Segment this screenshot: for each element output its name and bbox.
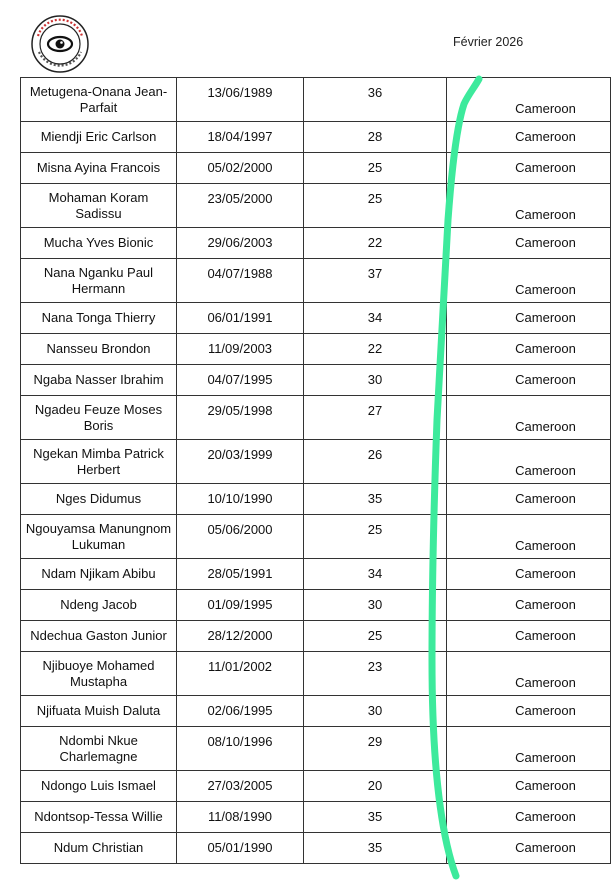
name-cell: Ndongo Luis Ismael — [21, 771, 177, 802]
dob-cell: 10/10/1990 — [177, 484, 304, 515]
age-cell: 23 — [304, 652, 447, 696]
country-cell: Cameroon — [447, 727, 611, 771]
table-row — [21, 153, 611, 184]
country-cell: Cameroon — [447, 122, 611, 153]
table-row — [21, 122, 611, 153]
dob-cell: 11/01/2002 — [177, 652, 304, 696]
name-cell: Mucha Yves Bionic — [21, 228, 177, 259]
dob-cell: 05/01/1990 — [177, 833, 304, 864]
table-row — [21, 621, 611, 652]
dob-cell: 28/05/1991 — [177, 559, 304, 590]
name-cell: Njibuoye Mohamed Mustapha — [21, 652, 177, 696]
dob-cell: 02/06/1995 — [177, 696, 304, 727]
age-cell: 26 — [304, 440, 447, 484]
country-cell: Cameroon — [447, 590, 611, 621]
country-cell: Cameroon — [447, 365, 611, 396]
age-cell: 34 — [304, 303, 447, 334]
table-row — [21, 727, 611, 771]
country-cell: Cameroon — [447, 78, 611, 122]
dob-cell: 05/02/2000 — [177, 153, 304, 184]
age-cell: 30 — [304, 696, 447, 727]
country-cell: Cameroon — [447, 833, 611, 864]
eye-seal-icon — [30, 14, 90, 74]
age-cell: 22 — [304, 334, 447, 365]
dob-cell: 08/10/1996 — [177, 727, 304, 771]
table-row — [21, 771, 611, 802]
table-body — [21, 78, 611, 864]
age-cell: 37 — [304, 259, 447, 303]
country-cell: Cameroon — [447, 440, 611, 484]
table-row — [21, 802, 611, 833]
table-row — [21, 78, 611, 122]
name-cell: Nana Nganku Paul Hermann — [21, 259, 177, 303]
age-cell: 22 — [304, 228, 447, 259]
dob-cell: 04/07/1988 — [177, 259, 304, 303]
name-cell: Ndontsop-Tessa Willie — [21, 802, 177, 833]
age-cell: 35 — [304, 802, 447, 833]
name-cell: Ngekan Mimba Patrick Herbert — [21, 440, 177, 484]
country-cell: Cameroon — [447, 771, 611, 802]
dob-cell: 04/07/1995 — [177, 365, 304, 396]
country-cell: Cameroon — [447, 184, 611, 228]
name-cell: Nana Tonga Thierry — [21, 303, 177, 334]
country-cell: Cameroon — [447, 303, 611, 334]
dob-cell: 11/08/1990 — [177, 802, 304, 833]
age-cell: 34 — [304, 559, 447, 590]
dob-cell: 29/05/1998 — [177, 396, 304, 440]
table-row — [21, 590, 611, 621]
name-cell: Njifuata Muish Daluta — [21, 696, 177, 727]
country-cell: Cameroon — [447, 652, 611, 696]
country-cell: Cameroon — [447, 802, 611, 833]
age-cell: 20 — [304, 771, 447, 802]
dob-cell: 11/09/2003 — [177, 334, 304, 365]
dob-cell: 27/03/2005 — [177, 771, 304, 802]
dob-cell: 06/01/1991 — [177, 303, 304, 334]
dob-cell: 20/03/1999 — [177, 440, 304, 484]
name-cell: Ndechua Gaston Junior — [21, 621, 177, 652]
dob-cell: 13/06/1989 — [177, 78, 304, 122]
country-cell: Cameroon — [447, 228, 611, 259]
dob-cell: 28/12/2000 — [177, 621, 304, 652]
country-cell: Cameroon — [447, 515, 611, 559]
name-cell: Nges Didumus — [21, 484, 177, 515]
table-row — [21, 228, 611, 259]
table-row — [21, 184, 611, 228]
dob-cell: 18/04/1997 — [177, 122, 304, 153]
header-date: Février 2026 — [453, 35, 524, 49]
table-row — [21, 365, 611, 396]
age-cell: 25 — [304, 515, 447, 559]
table-row — [21, 396, 611, 440]
country-cell: Cameroon — [447, 621, 611, 652]
country-cell: Cameroon — [447, 259, 611, 303]
name-cell: Metugena-Onana Jean-Parfait — [21, 78, 177, 122]
table-row — [21, 515, 611, 559]
name-cell: Miendji Eric Carlson — [21, 122, 177, 153]
table-row — [21, 559, 611, 590]
age-cell: 25 — [304, 621, 447, 652]
table-row — [21, 440, 611, 484]
logo-seal — [30, 14, 90, 74]
country-cell: Cameroon — [447, 484, 611, 515]
table-row — [21, 652, 611, 696]
age-cell: 30 — [304, 590, 447, 621]
name-cell: Ngaba Nasser Ibrahim — [21, 365, 177, 396]
age-cell: 27 — [304, 396, 447, 440]
table-row — [21, 334, 611, 365]
name-cell: Mohaman Koram Sadissu — [21, 184, 177, 228]
country-cell: Cameroon — [447, 153, 611, 184]
player-table — [20, 77, 611, 864]
country-cell: Cameroon — [447, 559, 611, 590]
age-cell: 36 — [304, 78, 447, 122]
country-cell: Cameroon — [447, 696, 611, 727]
name-cell: Ndombi Nkue Charlemagne — [21, 727, 177, 771]
table-row — [21, 303, 611, 334]
name-cell: Ndeng Jacob — [21, 590, 177, 621]
table-row — [21, 484, 611, 515]
name-cell: Misna Ayina Francois — [21, 153, 177, 184]
name-cell: Ndum Christian — [21, 833, 177, 864]
name-cell: Ngouyamsa Manungnom Lukuman — [21, 515, 177, 559]
name-cell: Nansseu Brondon — [21, 334, 177, 365]
dob-cell: 23/05/2000 — [177, 184, 304, 228]
dob-cell: 01/09/1995 — [177, 590, 304, 621]
age-cell: 25 — [304, 184, 447, 228]
country-cell: Cameroon — [447, 334, 611, 365]
country-cell: Cameroon — [447, 396, 611, 440]
table-row — [21, 259, 611, 303]
age-cell: 25 — [304, 153, 447, 184]
age-cell: 29 — [304, 727, 447, 771]
age-cell: 35 — [304, 833, 447, 864]
age-cell: 35 — [304, 484, 447, 515]
name-cell: Ngadeu Feuze Moses Boris — [21, 396, 177, 440]
table-row — [21, 833, 611, 864]
age-cell: 30 — [304, 365, 447, 396]
dob-cell: 29/06/2003 — [177, 228, 304, 259]
name-cell: Ndam Njikam Abibu — [21, 559, 177, 590]
table-row — [21, 696, 611, 727]
age-cell: 28 — [304, 122, 447, 153]
dob-cell: 05/06/2000 — [177, 515, 304, 559]
